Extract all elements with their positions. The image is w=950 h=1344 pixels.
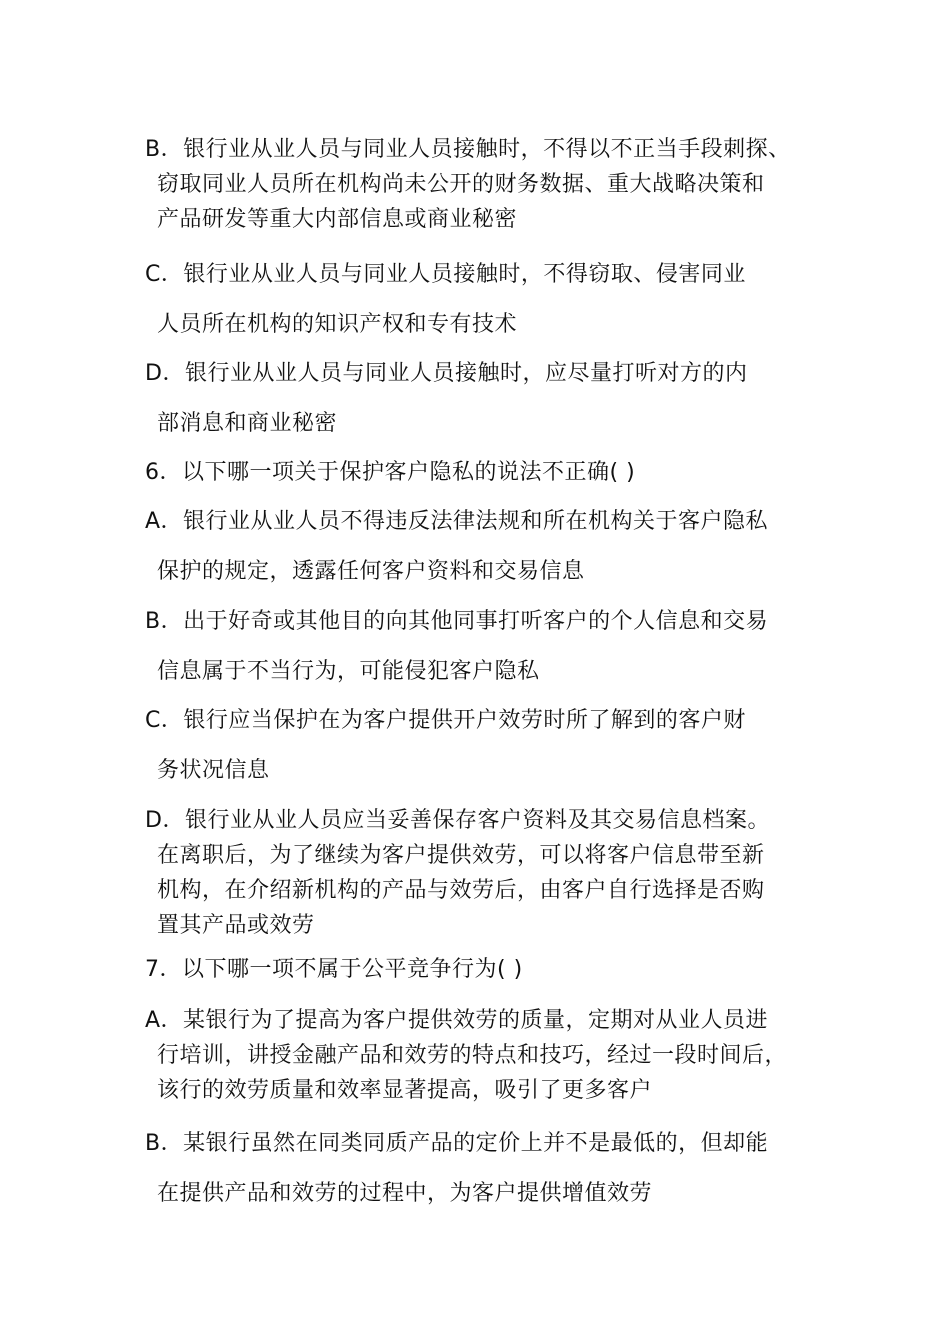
question-7 [145, 945, 835, 995]
q6-option-a [145, 497, 835, 597]
q5-option-b [145, 132, 835, 237]
text-line: 人员所在机构的知识产权和专有技术 [157, 312, 518, 337]
q7-option-a [145, 1003, 835, 1108]
text-line: B．银行业从业人员与同业人员接触时，不得以不正当手段刺探、 [145, 137, 791, 162]
text-line: 保护的规定，透露任何客户资料和交易信息 [157, 559, 585, 584]
text-line: 机构，在介绍新机构的产品与效劳后，由客户自行选择是否购 [157, 878, 765, 903]
q6-option-d [145, 803, 835, 943]
text-line: 置其产品或效劳 [157, 913, 315, 938]
text-line: 在离职后，为了继续为客户提供效劳，可以将客户信息带至新 [157, 843, 765, 868]
text-line: C．银行应当保护在为客户提供开户效劳时所了解到的客户财 [145, 708, 746, 733]
text-line: 产品研发等重大内部信息或商业秘密 [157, 207, 518, 232]
text-line: 部消息和商业秘密 [157, 411, 338, 436]
text-line: 行培训，讲授金融产品和效劳的特点和技巧，经过一段时间后， [157, 1043, 788, 1068]
text-line: D．银行业从业人员与同业人员接触时，应尽量打听对方的内 [145, 361, 748, 386]
text-line: 在提供产品和效劳的过程中，为客户提供增值效劳 [157, 1181, 653, 1206]
q5-option-c [145, 250, 835, 350]
question-title: 7．以下哪一项不属于公平竞争行为( ) [145, 957, 523, 982]
text-line: C．银行业从业人员与同业人员接触时，不得窃取、侵害同业 [145, 262, 746, 287]
q6-option-b [145, 597, 835, 697]
text-line: 务状况信息 [157, 758, 270, 783]
text-line: B．出于好奇或其他目的向其他同事打听客户的个人信息和交易 [145, 609, 769, 634]
text-line: B．某银行虽然在同类同质产品的定价上并不是最低的，但却能 [145, 1131, 769, 1156]
question-title: 6．以下哪一项关于保护客户隐私的说法不正确( ) [145, 460, 636, 485]
text-line: 该行的效劳质量和效率显著提高，吸引了更多客户 [157, 1078, 653, 1103]
text-line: 信息属于不当行为，可能侵犯客户隐私 [157, 659, 540, 684]
text-line: A．某银行为了提高为客户提供效劳的质量，定期对从业人员进 [145, 1008, 769, 1033]
text-line: 窃取同业人员所在机构尚未公开的财务数据、重大战略决策和 [157, 172, 765, 197]
q5-option-d [145, 349, 835, 449]
q7-option-b [145, 1119, 835, 1219]
text-line: D．银行业从业人员应当妥善保存客户资料及其交易信息档案。 [145, 808, 770, 833]
question-6 [145, 448, 835, 498]
text-line: A．银行业从业人员不得违反法律法规和所在机构关于客户隐私 [145, 509, 769, 534]
q6-option-c [145, 696, 835, 796]
